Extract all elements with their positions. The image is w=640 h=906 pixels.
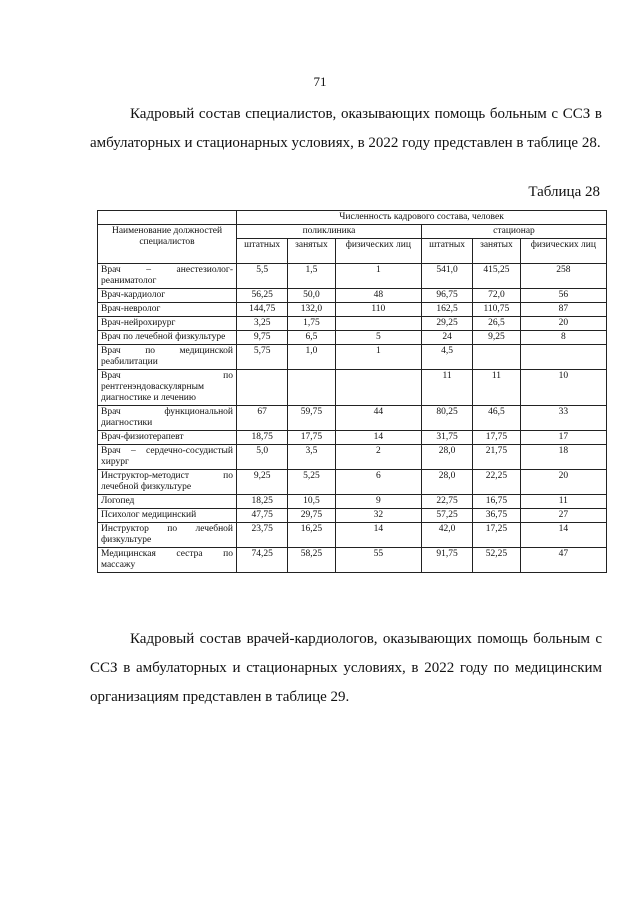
position-name-cell: Инструктор-методист по лечебной физкультуре — [98, 470, 237, 495]
subheader-cell: штатных — [421, 239, 472, 264]
table-row — [98, 523, 607, 548]
value-cell: 24 — [421, 331, 472, 345]
value-cell — [335, 317, 421, 331]
value-cell: 29,25 — [421, 317, 472, 331]
subheader-cell: физических лиц — [335, 239, 421, 264]
value-cell: 4,5 — [421, 345, 472, 370]
value-cell: 29,75 — [288, 509, 335, 523]
header-top: Численность кадрового состава, человек — [237, 211, 607, 225]
position-name-cell: Врач-кардиолог — [98, 289, 237, 303]
value-cell: 21,75 — [473, 445, 520, 470]
position-name-cell: Врач по медицинской реабилитации — [98, 345, 237, 370]
header-group-hospital: стационар — [421, 225, 606, 239]
table-row — [98, 431, 607, 445]
value-cell: 6 — [335, 470, 421, 495]
value-cell: 110 — [335, 303, 421, 317]
table-row — [98, 303, 607, 317]
value-cell: 56 — [520, 289, 606, 303]
value-cell: 20 — [520, 317, 606, 331]
position-name-cell: Врач функциональной диагностики — [98, 406, 237, 431]
value-cell: 55 — [335, 548, 421, 573]
value-cell: 1,0 — [288, 345, 335, 370]
value-cell: 17 — [520, 431, 606, 445]
header-name-cell — [98, 211, 237, 225]
value-cell: 144,75 — [237, 303, 288, 317]
value-cell: 17,25 — [473, 523, 520, 548]
value-cell: 10 — [520, 370, 606, 406]
value-cell — [237, 370, 288, 406]
value-cell: 9,25 — [473, 331, 520, 345]
value-cell: 162,5 — [421, 303, 472, 317]
value-cell: 96,75 — [421, 289, 472, 303]
value-cell: 47 — [520, 548, 606, 573]
position-name-cell: Медицинская сестра по массажу — [98, 548, 237, 573]
subheader-cell: занятых — [288, 239, 335, 264]
position-name-cell: Психолог медицинский — [98, 509, 237, 523]
value-cell: 36,75 — [473, 509, 520, 523]
table-row — [98, 317, 607, 331]
header-name: Наименование должностей специалистов — [98, 225, 237, 264]
value-cell: 58,25 — [288, 548, 335, 573]
table-row — [98, 495, 607, 509]
subheader-cell: физических лиц — [520, 239, 606, 264]
value-cell: 23,75 — [237, 523, 288, 548]
value-cell: 5,0 — [237, 445, 288, 470]
value-cell — [335, 370, 421, 406]
table-row — [98, 289, 607, 303]
value-cell: 27 — [520, 509, 606, 523]
value-cell: 74,25 — [237, 548, 288, 573]
value-cell: 258 — [520, 264, 606, 289]
value-cell: 132,0 — [288, 303, 335, 317]
value-cell: 28,0 — [421, 445, 472, 470]
table-row — [98, 548, 607, 573]
value-cell: 11 — [473, 370, 520, 406]
position-name-cell: Врач – анестезиолог-реаниматолог — [98, 264, 237, 289]
value-cell: 47,75 — [237, 509, 288, 523]
value-cell: 18 — [520, 445, 606, 470]
value-cell: 110,75 — [473, 303, 520, 317]
value-cell: 67 — [237, 406, 288, 431]
value-cell: 52,25 — [473, 548, 520, 573]
value-cell: 18,75 — [237, 431, 288, 445]
subheader-cell: занятых — [473, 239, 520, 264]
value-cell: 50,0 — [288, 289, 335, 303]
value-cell: 5,25 — [288, 470, 335, 495]
value-cell: 11 — [421, 370, 472, 406]
position-name-cell: Врач по рентгенэндоваскулярным диагностике и лечению — [98, 370, 237, 406]
page-number: 71 — [313, 74, 327, 89]
position-name-cell: Инструктор по лечебной физкультуре — [98, 523, 237, 548]
position-name-cell: Врач – сердечно-сосудистый хирург — [98, 445, 237, 470]
value-cell: 48 — [335, 289, 421, 303]
value-cell: 57,25 — [421, 509, 472, 523]
value-cell: 31,75 — [421, 431, 472, 445]
value-cell: 80,25 — [421, 406, 472, 431]
value-cell: 3,5 — [288, 445, 335, 470]
table-row — [98, 406, 607, 431]
value-cell — [288, 370, 335, 406]
value-cell: 33 — [520, 406, 606, 431]
value-cell — [473, 345, 520, 370]
closing-paragraph: Кадровый состав врачей-кардиологов, оказывающих помощь больным с ССЗ в амбулаторных и стационарных условиях, в 2022 году по медицинским организациям представлен в таблице 29. — [90, 631, 602, 705]
value-cell: 11 — [520, 495, 606, 509]
intro-paragraph: Кадровый состав специалистов, оказывающих помощь больным с ССЗ в амбулаторных и стационарных условиях, в 2022 году представлен в таблице 28. — [90, 106, 602, 151]
value-cell: 59,75 — [288, 406, 335, 431]
value-cell: 9,75 — [237, 331, 288, 345]
value-cell: 28,0 — [421, 470, 472, 495]
table-row — [98, 509, 607, 523]
value-cell: 26,5 — [473, 317, 520, 331]
value-cell: 22,75 — [421, 495, 472, 509]
value-cell: 1 — [335, 345, 421, 370]
position-name-cell: Врач по лечебной физкультуре — [98, 331, 237, 345]
table-row — [98, 345, 607, 370]
value-cell: 8 — [520, 331, 606, 345]
table-row — [98, 264, 607, 289]
value-cell: 14 — [335, 431, 421, 445]
value-cell: 415,25 — [473, 264, 520, 289]
table-row — [98, 370, 607, 406]
table-row — [98, 331, 607, 345]
value-cell: 9 — [335, 495, 421, 509]
value-cell: 72,0 — [473, 289, 520, 303]
value-cell: 17,75 — [473, 431, 520, 445]
value-cell: 87 — [520, 303, 606, 317]
value-cell: 1,5 — [288, 264, 335, 289]
value-cell: 3,25 — [237, 317, 288, 331]
value-cell: 5,75 — [237, 345, 288, 370]
value-cell — [520, 345, 606, 370]
value-cell: 9,25 — [237, 470, 288, 495]
value-cell: 91,75 — [421, 548, 472, 573]
value-cell: 44 — [335, 406, 421, 431]
value-cell: 18,25 — [237, 495, 288, 509]
value-cell: 16,75 — [473, 495, 520, 509]
header-group-polyclinic: поликлиника — [237, 225, 422, 239]
value-cell: 16,25 — [288, 523, 335, 548]
value-cell: 1 — [335, 264, 421, 289]
value-cell: 20 — [520, 470, 606, 495]
position-name-cell: Логопед — [98, 495, 237, 509]
subheader-cell: штатных — [237, 239, 288, 264]
position-name-cell: Врач-нейрохирург — [98, 317, 237, 331]
value-cell: 56,25 — [237, 289, 288, 303]
value-cell: 541,0 — [421, 264, 472, 289]
value-cell: 1,75 — [288, 317, 335, 331]
value-cell: 32 — [335, 509, 421, 523]
position-name-cell: Врач-невролог — [98, 303, 237, 317]
value-cell: 2 — [335, 445, 421, 470]
table-label: Таблица 28 — [528, 184, 600, 200]
table-row — [98, 470, 607, 495]
value-cell: 6,5 — [288, 331, 335, 345]
value-cell: 22,25 — [473, 470, 520, 495]
value-cell: 5 — [335, 331, 421, 345]
value-cell: 46,5 — [473, 406, 520, 431]
value-cell: 17,75 — [288, 431, 335, 445]
table-row — [98, 445, 607, 470]
position-name-cell: Врач-физиотерапевт — [98, 431, 237, 445]
value-cell: 14 — [335, 523, 421, 548]
value-cell: 10,5 — [288, 495, 335, 509]
staffing-table — [97, 210, 607, 573]
value-cell: 5,5 — [237, 264, 288, 289]
value-cell: 42,0 — [421, 523, 472, 548]
value-cell: 14 — [520, 523, 606, 548]
